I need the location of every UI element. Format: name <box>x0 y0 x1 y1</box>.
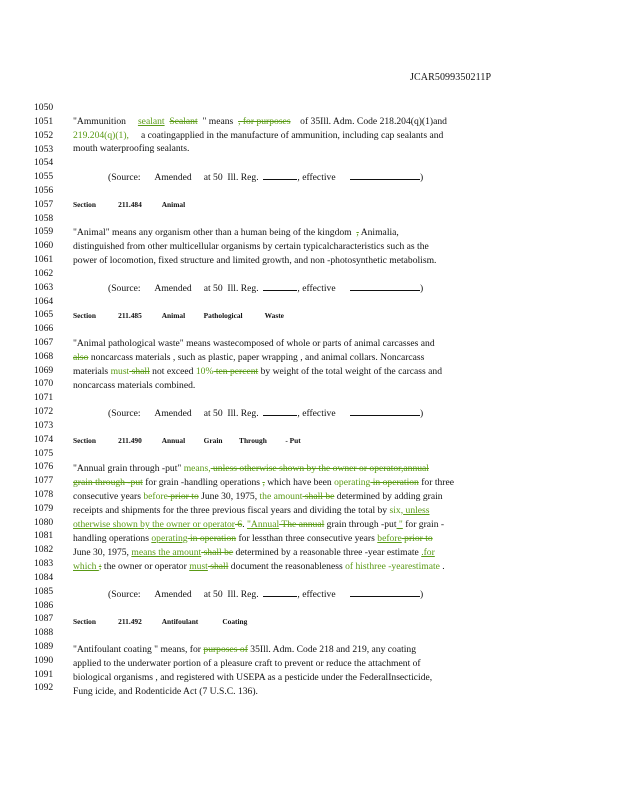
inserted-text: operating <box>334 477 371 488</box>
deleted-text: , <box>356 227 359 238</box>
blank-field <box>263 170 297 180</box>
text-span: . <box>439 561 445 572</box>
line-number: 1057 <box>34 198 54 210</box>
text-span: ) <box>419 172 424 183</box>
section-number: 211.492 <box>118 617 142 626</box>
line-number: 1085 <box>34 585 54 597</box>
inserted-text: before <box>377 533 402 544</box>
text-span: Ill. Reg. <box>227 589 259 600</box>
text-span: for lessthan three consecutive years <box>236 533 378 544</box>
text-span: not exceed <box>149 366 196 377</box>
line-number: 1064 <box>34 295 54 307</box>
inserted-text: which <box>73 561 99 572</box>
text-span: for grain - <box>402 519 445 530</box>
text-span: determined by adding grain <box>334 491 443 502</box>
line-number: 1053 <box>34 143 54 155</box>
text-span: , effective <box>297 283 336 294</box>
inserted-text: "Annual <box>246 519 280 530</box>
section-number: 211.490 <box>118 436 142 445</box>
line-number: 1091 <box>34 668 54 680</box>
line-number: 1065 <box>34 309 54 321</box>
deleted-text: shall <box>129 366 150 377</box>
inserted-text: operating <box>151 533 188 544</box>
deleted-text: 6 <box>234 519 243 530</box>
text-span: noncarcass materials , such as plastic, paper wrapping , and animal collars. Noncarcass <box>88 352 425 363</box>
text-span: power of locomotion, fixed structure and limited growth, and non -photosynthetic metabolism. <box>73 255 437 266</box>
text-span: handling operations <box>73 533 152 544</box>
text-span: Amended <box>154 408 192 419</box>
text-span: Ill. Reg. <box>227 283 259 294</box>
text-span: for grain -handling operations <box>142 477 263 488</box>
line-number: 1069 <box>34 364 54 376</box>
line-number: 1061 <box>34 254 54 265</box>
line-number: 1071 <box>34 392 54 404</box>
text-span: at 50 <box>203 283 223 294</box>
source-label: (Source: <box>108 589 141 600</box>
source-label: (Source: <box>108 408 141 419</box>
text-span: . <box>242 519 247 530</box>
deleted-text: , <box>262 477 265 488</box>
inserted-text: unless <box>403 505 430 516</box>
deleted-text: ; <box>98 561 102 572</box>
inserted-text: the amount <box>259 491 303 502</box>
inserted-text: six, <box>389 505 404 516</box>
text-span: noncarcass materials combined. <box>73 380 196 391</box>
section-number: 211.485 <box>118 311 142 320</box>
inserted-text: means, <box>183 463 211 474</box>
text-span: "Annual grain through -put" <box>73 463 184 474</box>
text-span: applied to the underwater portion of a pleasure craft to prevent or reduce the attachment of <box>73 658 421 669</box>
inserted-text: must <box>110 366 130 377</box>
deleted-text: also <box>73 352 89 363</box>
source-label: (Source: <box>108 172 141 183</box>
text-span: grain through -put <box>324 519 397 530</box>
line-number: 1077 <box>34 475 54 487</box>
line-number: 1066 <box>34 323 54 335</box>
deleted-text: prior to <box>167 491 199 502</box>
blank-field <box>350 587 420 597</box>
deleted-text: purposes of <box>203 644 248 655</box>
text-span: , effective <box>297 589 336 600</box>
line-number: 1068 <box>34 350 54 362</box>
line-number: 1089 <box>34 641 54 652</box>
text-span: 35Ill. Adm. Code 218 and 219, any coating <box>247 644 417 655</box>
line-number: 1060 <box>34 240 54 252</box>
line-number: 1070 <box>34 378 54 390</box>
text-span: Animalia, <box>360 227 399 238</box>
text-span: June 30, 1975, <box>73 547 132 558</box>
section-title: Animal <box>161 311 186 320</box>
line-number: 1056 <box>34 184 54 196</box>
inserted-text: 10% <box>195 366 214 377</box>
deleted-text: Sealant <box>169 116 198 127</box>
blank-field <box>263 587 297 597</box>
line-number: 1086 <box>34 599 54 611</box>
deleted-text: , for purposes <box>238 116 291 127</box>
deleted-text: grain through -put <box>73 477 143 488</box>
section-label: Section <box>73 436 96 445</box>
text-span: Ill. Reg. <box>227 408 259 419</box>
text-span: , effective <box>297 172 336 183</box>
blank-field <box>350 406 420 416</box>
line-number: 1079 <box>34 502 54 514</box>
section-title: Grain <box>203 436 223 445</box>
text-span: a coatingapplied in the manufacture of ammunition, including cap sealants and <box>140 129 444 141</box>
line-number: 1092 <box>34 682 54 694</box>
inserted-text: otherwise shown by the owner or operator <box>73 519 235 530</box>
text-span: consecutive years <box>73 491 144 502</box>
deleted-text: in operation <box>187 533 237 544</box>
deleted-text: prior to <box>401 533 433 544</box>
line-number: 1055 <box>34 171 54 183</box>
line-number: 1050 <box>34 102 54 113</box>
text-span: at 50 <box>203 172 223 183</box>
text-span: which have been <box>264 477 335 488</box>
line-number: 1084 <box>34 571 54 583</box>
text-span: Fung icide, and Rodenticide Act (7 U.S.C. 136). <box>73 686 258 697</box>
text-span: , effective <box>297 408 336 419</box>
line-number: 1073 <box>34 419 54 431</box>
document-id: JCAR5099350211P <box>410 72 492 83</box>
line-number: 1067 <box>34 336 54 348</box>
line-number: 1080 <box>34 516 54 528</box>
text-span: June 30, 1975, <box>198 491 260 502</box>
blank-field <box>263 281 297 291</box>
line-number: 1054 <box>34 157 54 169</box>
section-title: Pathological <box>203 311 243 320</box>
line-number: 1075 <box>34 447 54 459</box>
deleted-text: shall be <box>302 491 335 502</box>
inserted-text: sealant <box>137 116 165 127</box>
section-title: Animal <box>161 200 186 209</box>
inserted-text: of histhree -yearestimate <box>345 561 440 572</box>
section-label: Section <box>73 617 96 626</box>
text-span: Amended <box>154 172 192 183</box>
term-quote: "Ammunition <box>73 116 126 127</box>
section-title: Coating <box>222 617 248 626</box>
line-number: 1072 <box>34 406 54 417</box>
text-span: the owner or operator <box>101 561 190 572</box>
text-span: mouth waterproofing sealants. <box>73 143 190 154</box>
line-number: 1087 <box>34 613 54 625</box>
line-number: 1052 <box>34 129 54 141</box>
line-number: 1074 <box>34 433 54 445</box>
deleted-text: in operation <box>370 477 419 488</box>
text-span: document the reasonableness <box>228 561 346 572</box>
text-span: " means <box>202 116 234 127</box>
blank-field <box>350 281 420 291</box>
inserted-text: 219.204(q)(1), <box>73 129 129 141</box>
text-span: ) <box>419 283 424 294</box>
section-number: 211.484 <box>118 200 142 209</box>
deleted-text: The annual <box>279 519 325 530</box>
deleted-text: unless otherwise shown by the owner or operator,annual <box>210 463 429 474</box>
inserted-text: means the amount <box>131 547 202 558</box>
inserted-text: " <box>396 519 403 530</box>
section-title: Waste <box>264 311 284 320</box>
source-label: (Source: <box>108 283 141 294</box>
text-span: receipts and shipments for the three previous fiscal years and dividing the total by <box>73 505 390 516</box>
line-number: 1059 <box>34 226 54 238</box>
line-number: 1081 <box>34 530 54 542</box>
text-span: ) <box>419 408 424 419</box>
text-span: ) <box>419 589 424 600</box>
line-number: 1090 <box>34 654 54 666</box>
line-number: 1078 <box>34 489 54 500</box>
deleted-text: shall be <box>201 547 234 558</box>
text-span: distinguished from other multicellular organisms by certain typicalcharacteristics such as the <box>73 241 429 252</box>
text-span: of 35Ill. Adm. Code 218.204(q)(1)and <box>300 116 447 127</box>
text-span: biological organisms , and registered with USEPA as a pesticide under the FederalInsecticide, <box>73 672 433 683</box>
line-number: 1062 <box>34 267 54 279</box>
line-number: 1088 <box>34 627 54 639</box>
text-span: at 50 <box>203 408 223 419</box>
line-number: 1082 <box>34 544 54 556</box>
line-number: 1063 <box>34 281 54 293</box>
section-label: Section <box>73 200 96 209</box>
blank-field <box>350 170 420 180</box>
section-label: Section <box>73 311 96 320</box>
text-span: Ill. Reg. <box>227 172 259 183</box>
section-title: Through <box>239 436 267 445</box>
line-number: 1051 <box>34 115 54 127</box>
text-span: by weight of the total weight of the carcass and <box>258 366 443 377</box>
text-span: determined by a reasonable three -year estimate <box>233 547 422 558</box>
text-span: materials <box>73 366 111 377</box>
section-title: - Put <box>285 436 301 445</box>
blank-field <box>263 406 297 416</box>
text-span: "Antifoulant coating " means, for <box>73 644 204 655</box>
inserted-text: must <box>189 561 208 572</box>
text-span: "Animal pathological waste" means wastecomposed of whole or parts of animal carcasses and <box>73 338 435 349</box>
text-span: for three <box>418 477 455 488</box>
text-span: "Animal" means any organism other than a human being of the kingdom <box>73 227 352 238</box>
inserted-text: .for <box>421 547 435 558</box>
line-number: 1076 <box>34 461 54 473</box>
line-number: 1058 <box>34 212 54 224</box>
section-title: Antifoulant <box>161 617 199 626</box>
text-span: at 50 <box>203 589 223 600</box>
deleted-text: shall <box>207 561 229 572</box>
section-title: Annual <box>161 436 186 445</box>
text-span: Amended <box>154 589 192 600</box>
deleted-text: ten percent <box>213 366 259 377</box>
line-number: 1083 <box>34 558 54 570</box>
text-span: Amended <box>154 283 192 294</box>
inserted-text: before <box>143 491 168 502</box>
